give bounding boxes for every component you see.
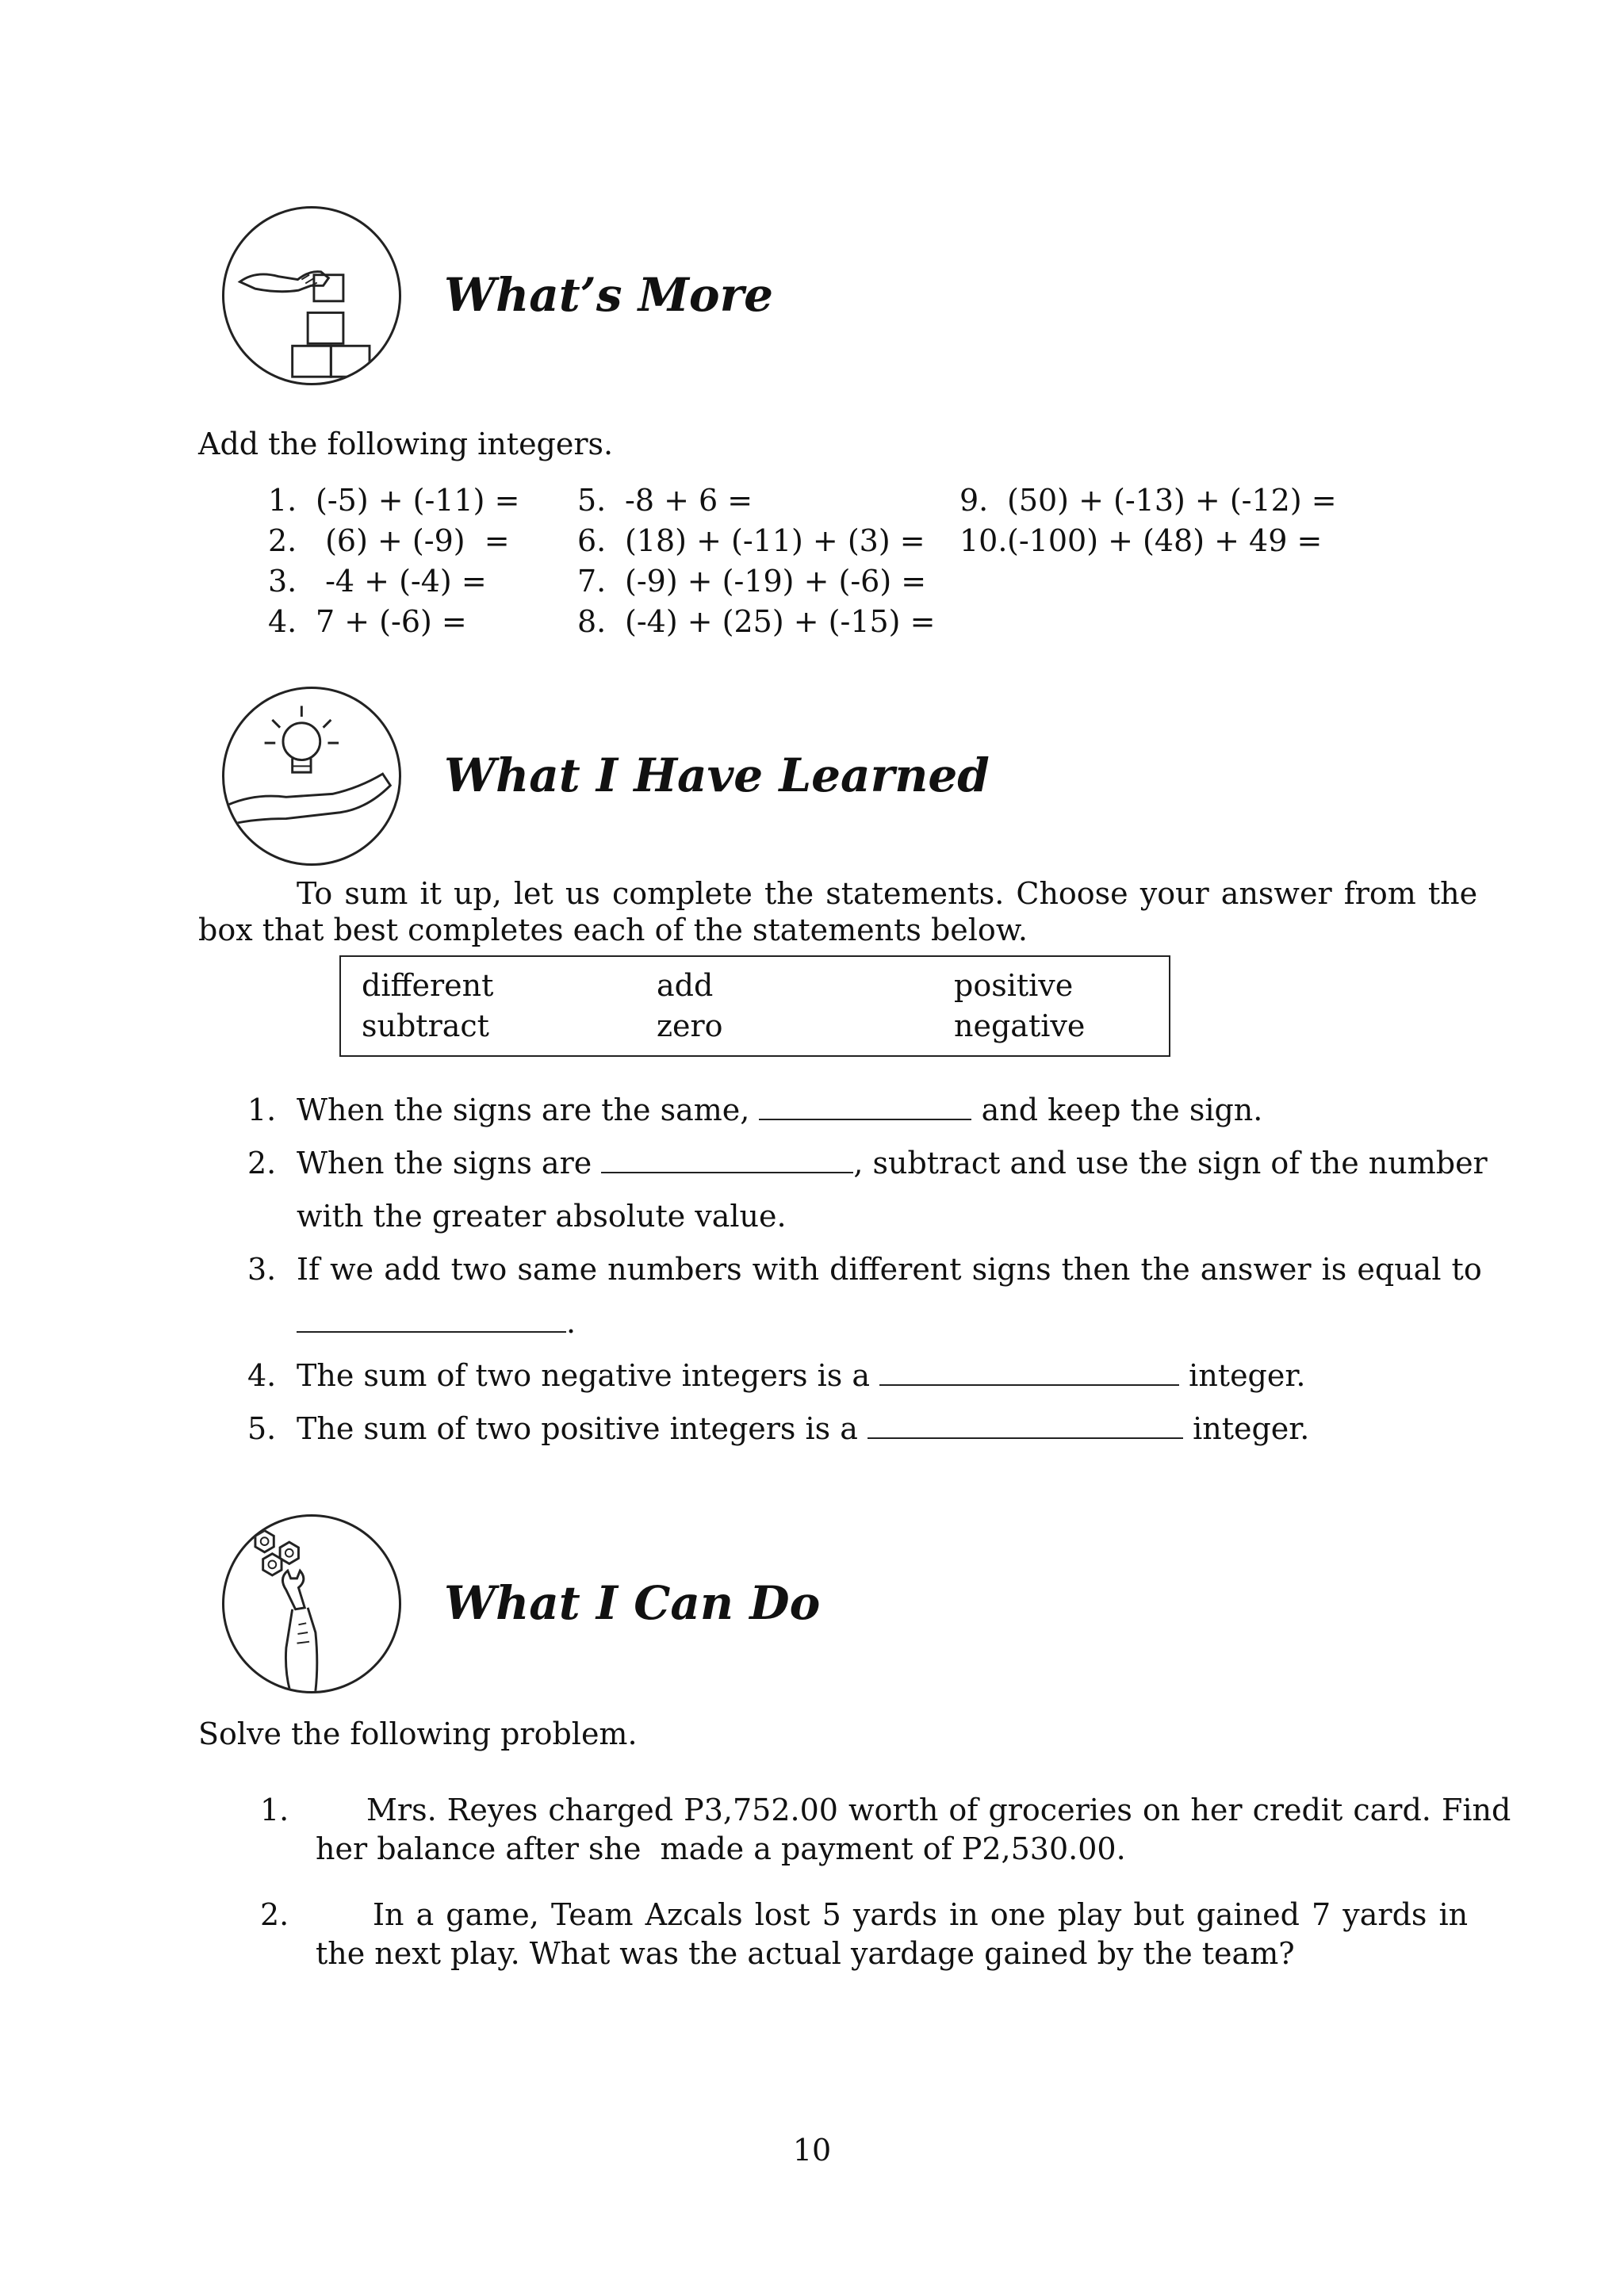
word-choice: negative [954, 1008, 1086, 1043]
blocks-hand-icon [222, 206, 401, 385]
answer-blank[interactable] [879, 1359, 1179, 1386]
statement-text-after: integer. [1189, 1358, 1306, 1393]
exercise-expression: (-4) + (25) + (-15) = [625, 604, 936, 639]
statement-text [297, 1410, 1309, 1448]
problem-text-continued: the next play. What was the actual yardage gained by the team? [316, 1936, 1295, 1971]
exercise-expression: -4 + (-4) = [316, 564, 487, 599]
exercise-expression: (6) + (-9) = [316, 523, 510, 558]
word-choice: add [657, 968, 714, 1003]
learned-intro-line1: To sum it up, let us complete the statements. Choose your answer from the [297, 876, 1478, 911]
answer-blank[interactable] [601, 1146, 853, 1173]
statement-text-after: , subtract and use the sign of the number [853, 1146, 1488, 1181]
exercise-expression: (18) + (-11) + (3) = [625, 523, 925, 558]
statement-text-continued [297, 1303, 576, 1341]
statement-text-before: When the signs are [297, 1146, 592, 1181]
statement-text: If we add two same numbers with different signs then the answer is equal to [297, 1252, 1482, 1287]
exercise-number: 3. [268, 564, 297, 599]
statement-number: 5. [247, 1411, 277, 1446]
word-choice: different [362, 968, 494, 1003]
exercise-expression: 7 + (-6) = [316, 604, 467, 639]
statement-number: 2. [247, 1146, 277, 1181]
word-choice-box [339, 955, 1170, 1057]
wrench-hand-icon [222, 1514, 401, 1693]
exercise-number: 2. [268, 523, 297, 558]
instruction-solve-problem: Solve the following problem. [198, 1716, 638, 1751]
answer-blank[interactable] [759, 1093, 971, 1120]
problem-number: 2. [260, 1897, 289, 1932]
answer-blank[interactable] [868, 1412, 1183, 1439]
statement-text-after: . [566, 1305, 576, 1340]
statement-number: 4. [247, 1358, 277, 1393]
statement-text-before: The sum of two positive integers is a [297, 1411, 858, 1446]
statement-text-continued: with the greater absolute value. [297, 1199, 787, 1234]
statement-text-before: When the signs are the same, [297, 1093, 750, 1127]
problem-text: In a game, Team Azcals lost 5 yards in one play but gained 7 yards in [373, 1897, 1469, 1932]
problem-text: Mrs. Reyes charged P3,752.00 worth of groceries on her credit card. Find [366, 1793, 1511, 1827]
statement-text-after: and keep the sign. [981, 1093, 1263, 1127]
statement-text [297, 1357, 1305, 1395]
exercise-number: 9. [959, 483, 989, 518]
exercise-number: 8. [577, 604, 607, 639]
exercise-expression: (-100) + (48) + 49 = [1007, 523, 1323, 558]
section-title-what-i-can-do: What I Can Do [444, 1576, 821, 1630]
exercise-expression: (-9) + (-19) + (-6) = [625, 564, 927, 599]
word-choice: zero [657, 1008, 723, 1043]
section-title-what-i-have-learned: What I Have Learned [444, 748, 990, 802]
learned-intro-line2: box that best completes each of the statements below. [198, 913, 1028, 947]
exercise-expression: (-5) + (-11) = [316, 483, 520, 518]
statement-text [297, 1144, 1488, 1182]
problem-text-continued: her balance after she made a payment of P2,530.00. [316, 1831, 1126, 1866]
exercise-number: 1. [268, 483, 297, 518]
statement-text-before: The sum of two negative integers is a [297, 1358, 870, 1393]
word-choice: positive [954, 968, 1074, 1003]
statement-text-after: integer. [1193, 1411, 1310, 1446]
exercise-number: 6. [577, 523, 607, 558]
exercise-expression: (50) + (-13) + (-12) = [1007, 483, 1337, 518]
statement-number: 3. [247, 1252, 277, 1287]
exercise-number: 4. [268, 604, 297, 639]
word-choice: subtract [362, 1008, 489, 1043]
lightbulb-hand-icon [222, 687, 401, 866]
exercise-expression: -8 + 6 = [625, 483, 753, 518]
page-number: 10 [792, 2133, 832, 2168]
section-title-whats-more: What’s More [444, 268, 774, 322]
exercise-number: 10. [959, 523, 1008, 558]
instruction-add-integers: Add the following integers. [198, 427, 614, 461]
statement-text [297, 1091, 1262, 1129]
exercise-number: 7. [577, 564, 607, 599]
answer-blank[interactable] [297, 1306, 566, 1333]
problem-number: 1. [260, 1793, 289, 1827]
statement-number: 1. [247, 1093, 277, 1127]
exercise-number: 5. [577, 483, 607, 518]
